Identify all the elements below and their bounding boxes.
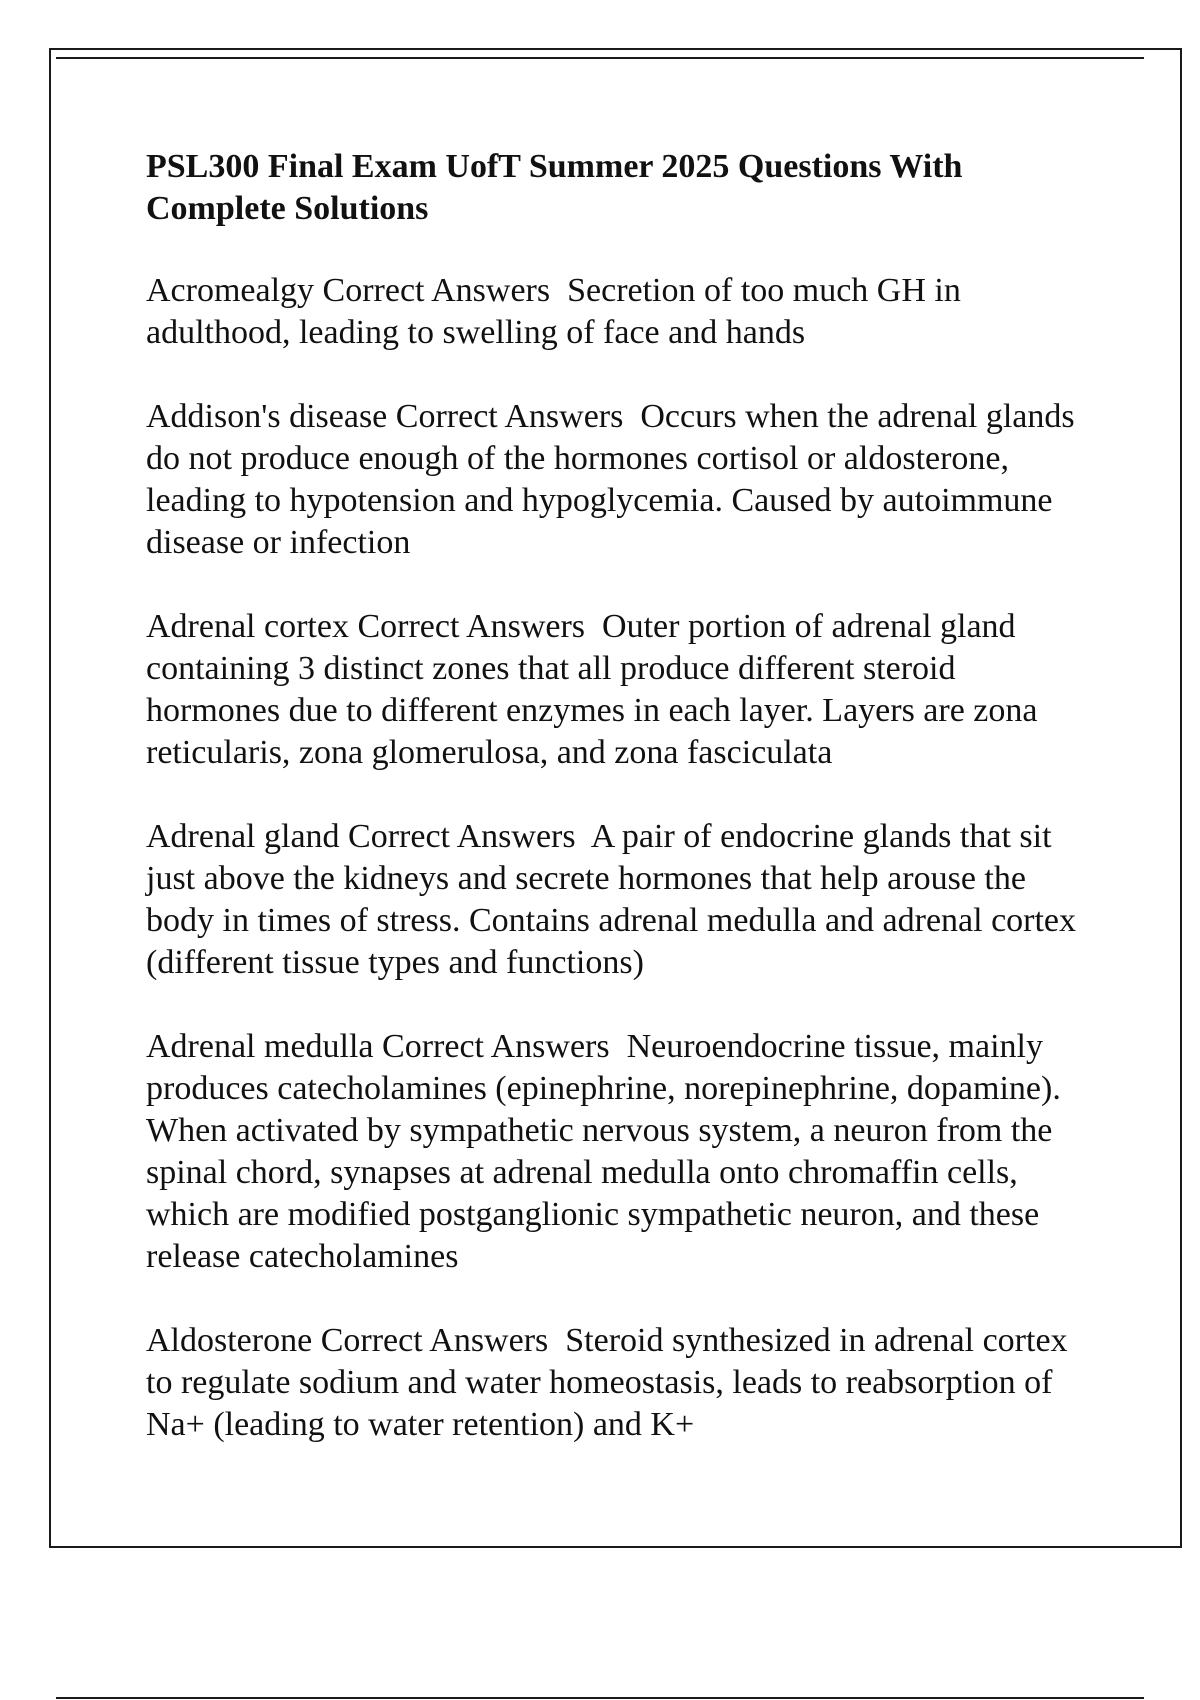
entry-term: Adrenal medulla bbox=[146, 1028, 374, 1065]
top-rule bbox=[56, 57, 1144, 59]
entry-marker: Correct Answers bbox=[382, 1028, 610, 1065]
entry-marker: Correct Answers bbox=[395, 398, 624, 435]
entry-aldosterone bbox=[146, 1320, 1096, 1446]
entry-marker: Correct Answers bbox=[357, 608, 586, 645]
entry-adrenal-cortex bbox=[146, 606, 1096, 774]
entry-term: Acromealgy bbox=[146, 272, 315, 309]
entry-adrenal-gland bbox=[146, 816, 1096, 984]
entry-term: Addison's disease bbox=[146, 398, 388, 435]
entry-term: Adrenal gland bbox=[146, 818, 340, 855]
entry-term: Aldosterone bbox=[146, 1322, 313, 1359]
entry-marker: Correct Answers bbox=[322, 272, 551, 309]
entry-definition: Secretion of too much GH in adulthood, leading to swelling of face and hands bbox=[146, 272, 970, 351]
entry-definition: Neuroendocrine tissue, mainly produces catecholamines (epinephrine, norepinephrine, dopamine). When activated by sympathetic nervous system, a neuron from the spinal chord, synapses at adrenal medulla onto chromaffin cells, which are modified postganglionic sympathetic neuron, and these release catecholamines bbox=[146, 1028, 1069, 1275]
entry-definition: Steroid synthesized in adrenal cortex to regulate sodium and water homeostasis, leads to reabsorption of Na+ (leading to water retention) and K+ bbox=[146, 1322, 1077, 1443]
document-title: PSL300 Final Exam UofT Summer 2025 Questions With Complete Solutions bbox=[146, 148, 963, 227]
entry-addisons-disease bbox=[146, 396, 1096, 564]
entry-definition: A pair of endocrine glands that sit just above the kidneys and secrete hormones that help arouse the body in times of stress. Contains adrenal medulla and adrenal cortex (different tissue types and functions) bbox=[146, 818, 1085, 981]
entry-adrenal-medulla bbox=[146, 1026, 1096, 1278]
bottom-rule bbox=[56, 1697, 1144, 1699]
entry-definition: Occurs when the adrenal glands do not produce enough of the hormones cortisol or aldosterone, leading to hypotension and hypoglycemia. Caused by autoimmune disease or infection bbox=[146, 398, 1084, 561]
document-body bbox=[146, 146, 1096, 1488]
entry-marker: Correct Answers bbox=[320, 1322, 549, 1359]
entry-term: Adrenal cortex bbox=[146, 608, 349, 645]
entry-marker: Correct Answers bbox=[348, 818, 576, 855]
entry-acromegaly bbox=[146, 270, 1096, 354]
entry-definition: Outer portion of adrenal gland containing 3 distinct zones that all produce different steroid hormones due to different enzymes in each layer. Layers are zona reticularis, zona glomerulosa, and zona fasciculata bbox=[146, 608, 1046, 771]
